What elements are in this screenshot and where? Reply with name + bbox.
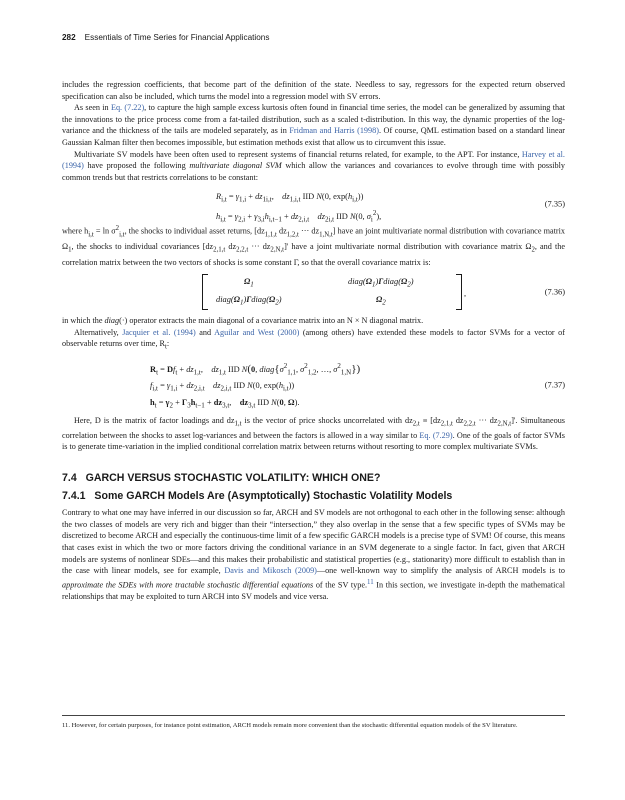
link-aguilar-west-2000[interactable]: Aguilar and West (2000) [214,327,300,337]
running-title: Essentials of Time Series for Financial Applications [84,33,270,42]
link-fridman-harris-1998[interactable]: Fridman and Harris (1998) [289,126,379,136]
running-header [62,33,565,47]
paragraph-8: Contrary to what one may have inferred in our discussion so far, ARCH and SV models are not orthogonal to each other in the following sense: although the two classes of models are very rich and bigger than their “intersection,” they also overlap in the sense that a few specific types of SVMs may be discretized to become ARCH and especially the continuous-time limit of a few specific GARCH models is a precise type of SVM! Of course, this means that cases exist in which the two or more factors driving the conditional variance in an SVM degenerate to a single factor. In fact, given that ARCH models are systems of nonlinear SDEs—and this makes their probabilistic and statistical properties (e.g., stationarity) more difficult to establish than in the case with linear models, see for example, Davis and Mikosch (2009)—one well-known way to simplify the analysis of ARCH models is to approximate the SDEs with more tractable stochastic differential equations of the SV type.$^{11}$ In this section, we investigate in-depth the mathematical relationships that may be exploited to turn ARCH into SV models and vice versa. [62,508,565,602]
link-jacquier-1994[interactable]: Jacquier et al. (1994) [122,327,196,337]
covariance-matrix: $\Omega_1$ $diag(\Omega_1)\Gamma diag(\Omega_2)$ $diag(\Omega_1)\Gamma diag(\Omega_2)$ $\Omega_2$ [202,271,462,313]
equation-7-35: $R_{i,t} = \gamma_{1,i} + dz_{1i,t}$, $dz_{1,i,t}$ IID N(0, $\exp(h_{i,t})$) $h_{i,t} = \gamma_{2,i} + \gamma_{3,i}h_{i,t-1} + dz_{2,i,t}$ $dz_{2i,t}$ IID N(0, $\sigma_i^2$), (7.35) [216,192,565,224]
link-eq-7-22[interactable]: Eq. (7.22) [110,103,145,113]
footnote-ref-11[interactable]: 11 [367,578,374,586]
section-heading-7-4: 7.4 GARCH VERSUS STOCHASTIC VOLATILITY: WHICH ONE? [62,471,381,484]
equation-number: (7.35) [544,199,565,209]
paragraph-2: As seen in Eq. (7.22), to capture the high sample excess kurtosis often found in financial time series, the model can be generalized by assuming that the innovations to the price process come from a fat-tailed distribution, such as a scaled t-distribution. In this way, the dynamic properties of the log-variance and the thickness of the tails are modeled separately, as in Fridman and Harris (1998). Of course, QML estimation based on a standard linear Gaussian Kalman filter then becomes impossible, but estimation methods exist that allow us to circumvent this issue. [62,103,565,147]
equation-7-36: $\Omega_1$ $diag(\Omega_1)\Gamma diag(\Omega_2)$ $diag(\Omega_1)\Gamma diag(\Omega_2)$ $\Omega_2$ , (7.36) [62,271,565,313]
footnote-11: 11. However, for certain purposes, for instance point estimation, ARCH models remain more convenient than the stochastic differential equation models of the SV literature. [62,722,518,729]
footnote-rule [62,715,565,716]
subsection-heading-7-4-1: 7.4.1 Some GARCH Models Are (Asymptotically) Stochastic Volatility Models [62,489,453,502]
paragraph-4: where $h_{i,t} = \ln \sigma^2_{i,t}$, the shocks to individual asset returns, [$dz_{1,1,t}$ $dz_{1,2,t}$ ··· $dz_{1,N,t}$] have an joint multivariate normal distribution with covariance matrix $\Omega_1$, the shocks to individual covariances [$dz_{2,1,t}$ $dz_{2,2,t}$ ··· $dz_{2,N,t}]'$ have a joint multivariate normal distribution with covariance matrix $\Omega_2$, and the correlation matrix between the two vectors of shocks is some constant Γ, so that the overall covariance matrix is: [62,225,565,267]
equation-number: (7.36) [544,287,565,297]
equation-number: (7.37) [544,380,565,390]
paragraph-1: includes the regression coefficients, that become part of the definition of the state. Needless to say, regressors for the expected return observed specification can also be included, which turns the model into a regression model with SV errors. [62,80,565,101]
paragraph-5: in which the diag(·) operator extracts the main diagonal of a covariance matrix into an N × N diagonal matrix. [62,316,424,326]
equation-7-37: $R_t = Df_t + dz_{1,t}$, $dz_{1,t}$ IID N(0, $diag\{\sigma^2_{1,1}$, $\sigma^2_{1,2}$, …, $\sigma^2_{1,N}$}) $f_{i,t} = \gamma_{1,i} + dz_{2,i,t}$ $dz_{2,i,t}$ IID N(0, $\exp(h_{i,t})$) $h_t = \gamma_2 + \Gamma_3h_{t-1} + dz_{3,t}$, $dz_{3,t}$ IID N(0, Ω). (7.37) [150,361,565,410]
link-harvey-1994[interactable]: Harvey et al. (1994) [62,149,565,171]
link-eq-7-29[interactable]: Eq. (7.29) [419,430,453,440]
link-davis-mikosch-2009[interactable]: Davis and Mikosch (2009) [224,566,317,576]
paragraph-3: Multivariate SV models have been often used to represent systems of financial returns related, for example, to the APT. For instance, Harvey et al. (1994) have proposed the following multivariate diagonal SVM which allow the variances and covariances to evolve through time with possibly common trends but that restricts correlations to be constant: [62,149,566,182]
page-number: 282 [62,33,76,42]
paragraph-7: Here, D is the matrix of factor loadings and $dz_{1,t}$ is the vector of price shocks uncorrelated with $dz_{2,t} \equiv [dz_{2,1,t}$ $dz_{2,2,t}$ ··· $dz_{2,N,t}]'$. Simultaneous correlation between the shocks to asset log-variances and between the factors is allowed in a way similar to Eq. (7.29). One of the goals of factor SVMs is to generate time-variation in the implied conditional correlation matrix between returns without resorting to more complex multivariate SVMs. [62,415,565,452]
paragraph-6: Alternatively, Jacquier et al. (1994) and Aguilar and West (2000) (among others) have extended these models to factor SVMs for a vector of observable returns over time, $R_t$: [62,327,565,351]
page-body [62,79,565,603]
